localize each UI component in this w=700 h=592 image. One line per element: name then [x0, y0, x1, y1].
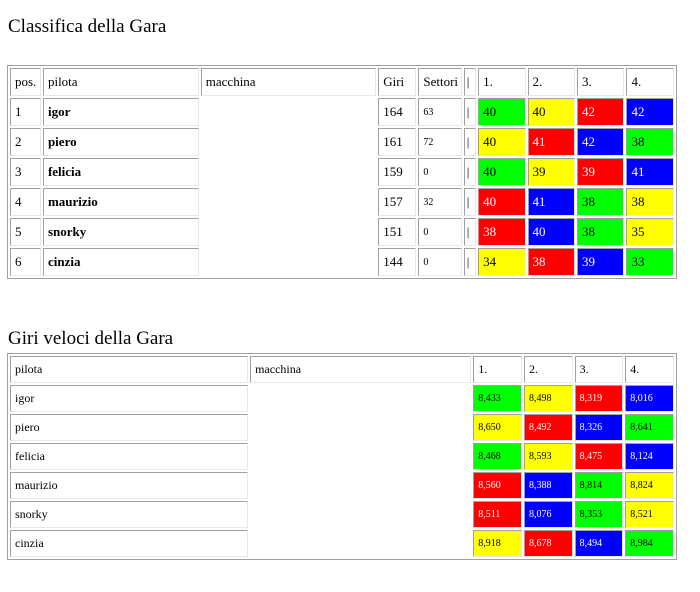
sector-4-cell: 38 — [626, 188, 674, 216]
header-sector-3: 3. — [575, 356, 624, 383]
separator-cell: | — [464, 248, 476, 276]
pilota-cell: piero — [43, 128, 199, 156]
macchina-cell — [250, 385, 471, 557]
separator-cell: | — [464, 218, 476, 246]
header-sector-1: 1. — [478, 68, 525, 96]
sector-4-cell: 41 — [626, 158, 674, 186]
sector-4-cell: 8,521 — [625, 501, 674, 528]
sector-1-cell: 40 — [478, 188, 525, 216]
giri-header-row — [10, 356, 674, 383]
sector-3-cell: 8,814 — [575, 472, 624, 499]
sector-4-cell: 33 — [626, 248, 674, 276]
giri-veloci-title: Giri veloci della Gara — [8, 328, 174, 349]
sector-2-cell: 8,498 — [524, 385, 573, 412]
header-sector-1: 1. — [473, 356, 522, 383]
giri-cell: 164 — [378, 98, 416, 126]
table-row — [10, 385, 674, 412]
classifica-title: Classifica della Gara — [8, 16, 167, 37]
pilota-cell: snorky — [10, 501, 248, 528]
sector-2-cell: 8,678 — [524, 530, 573, 557]
classifica-table — [7, 65, 677, 279]
pilota-cell: piero — [10, 414, 248, 441]
sector-1-cell: 8,433 — [473, 385, 522, 412]
header-sector-2: 2. — [528, 68, 575, 96]
sector-1-cell: 8,468 — [473, 443, 522, 470]
sector-2-cell: 39 — [528, 158, 575, 186]
pilota-cell: felicia — [43, 158, 199, 186]
sector-3-cell: 8,319 — [575, 385, 624, 412]
sector-1-cell: 8,918 — [473, 530, 522, 557]
pilota-cell: igor — [43, 98, 199, 126]
sector-1-cell: 38 — [478, 218, 525, 246]
sector-3-cell: 39 — [577, 158, 624, 186]
giri-cell: 161 — [378, 128, 416, 156]
giri-cell: 159 — [378, 158, 416, 186]
pilota-cell: cinzia — [43, 248, 199, 276]
settori-cell: 32 — [418, 188, 461, 216]
separator-cell: | — [464, 128, 476, 156]
pilota-cell: maurizio — [10, 472, 248, 499]
sector-2-cell: 41 — [528, 128, 575, 156]
sector-2-cell: 40 — [528, 98, 575, 126]
pilota-cell: snorky — [43, 218, 199, 246]
header-separator: | — [464, 68, 476, 96]
sector-1-cell: 8,560 — [473, 472, 522, 499]
sector-4-cell: 8,016 — [625, 385, 674, 412]
sector-3-cell: 38 — [577, 188, 624, 216]
sector-4-cell: 38 — [626, 128, 674, 156]
giri-cell: 151 — [378, 218, 416, 246]
sector-4-cell: 42 — [626, 98, 674, 126]
header-sector-4: 4. — [626, 68, 674, 96]
header-macchina: macchina — [201, 68, 376, 96]
header-pos: pos. — [10, 68, 41, 96]
sector-4-cell: 35 — [626, 218, 674, 246]
header-giri: Giri — [378, 68, 416, 96]
sector-1-cell: 8,650 — [473, 414, 522, 441]
header-pilota: pilota — [43, 68, 199, 96]
sector-2-cell: 8,076 — [524, 501, 573, 528]
settori-cell: 72 — [418, 128, 461, 156]
macchina-cell — [201, 98, 376, 276]
sector-2-cell: 40 — [528, 218, 575, 246]
separator-cell: | — [464, 188, 476, 216]
sector-2-cell: 8,593 — [524, 443, 573, 470]
settori-cell: 0 — [418, 218, 461, 246]
sector-3-cell: 38 — [577, 218, 624, 246]
sector-1-cell: 40 — [478, 98, 525, 126]
table-row — [10, 98, 674, 126]
position-cell: 3 — [10, 158, 41, 186]
position-cell: 2 — [10, 128, 41, 156]
sector-3-cell: 42 — [577, 98, 624, 126]
separator-cell: | — [464, 158, 476, 186]
header-sector-4: 4. — [625, 356, 674, 383]
sector-4-cell: 8,984 — [625, 530, 674, 557]
pilota-cell: felicia — [10, 443, 248, 470]
giri-veloci-table — [7, 353, 677, 560]
sector-1-cell: 40 — [478, 128, 525, 156]
sector-1-cell: 34 — [478, 248, 525, 276]
header-sector-2: 2. — [524, 356, 573, 383]
sector-4-cell: 8,824 — [625, 472, 674, 499]
header-pilota: pilota — [10, 356, 248, 383]
pilota-cell: cinzia — [10, 530, 248, 557]
sector-2-cell: 8,388 — [524, 472, 573, 499]
settori-cell: 0 — [418, 248, 461, 276]
separator-cell: | — [464, 98, 476, 126]
classifica-header-row — [10, 68, 674, 96]
sector-4-cell: 8,641 — [625, 414, 674, 441]
sector-3-cell: 8,494 — [575, 530, 624, 557]
sector-3-cell: 8,353 — [575, 501, 624, 528]
giri-cell: 144 — [378, 248, 416, 276]
sector-3-cell: 39 — [577, 248, 624, 276]
pilota-cell: igor — [10, 385, 248, 412]
header-macchina: macchina — [250, 356, 471, 383]
pilota-cell: maurizio — [43, 188, 199, 216]
settori-cell: 63 — [418, 98, 461, 126]
sector-4-cell: 8,124 — [625, 443, 674, 470]
sector-2-cell: 41 — [528, 188, 575, 216]
position-cell: 4 — [10, 188, 41, 216]
position-cell: 5 — [10, 218, 41, 246]
position-cell: 1 — [10, 98, 41, 126]
position-cell: 6 — [10, 248, 41, 276]
sector-3-cell: 8,326 — [575, 414, 624, 441]
header-sector-3: 3. — [577, 68, 624, 96]
sector-3-cell: 42 — [577, 128, 624, 156]
sector-1-cell: 8,511 — [473, 501, 522, 528]
sector-3-cell: 8,475 — [575, 443, 624, 470]
sector-2-cell: 38 — [528, 248, 575, 276]
header-settori: Settori — [418, 68, 461, 96]
sector-1-cell: 40 — [478, 158, 525, 186]
settori-cell: 0 — [418, 158, 461, 186]
giri-cell: 157 — [378, 188, 416, 216]
sector-2-cell: 8,492 — [524, 414, 573, 441]
